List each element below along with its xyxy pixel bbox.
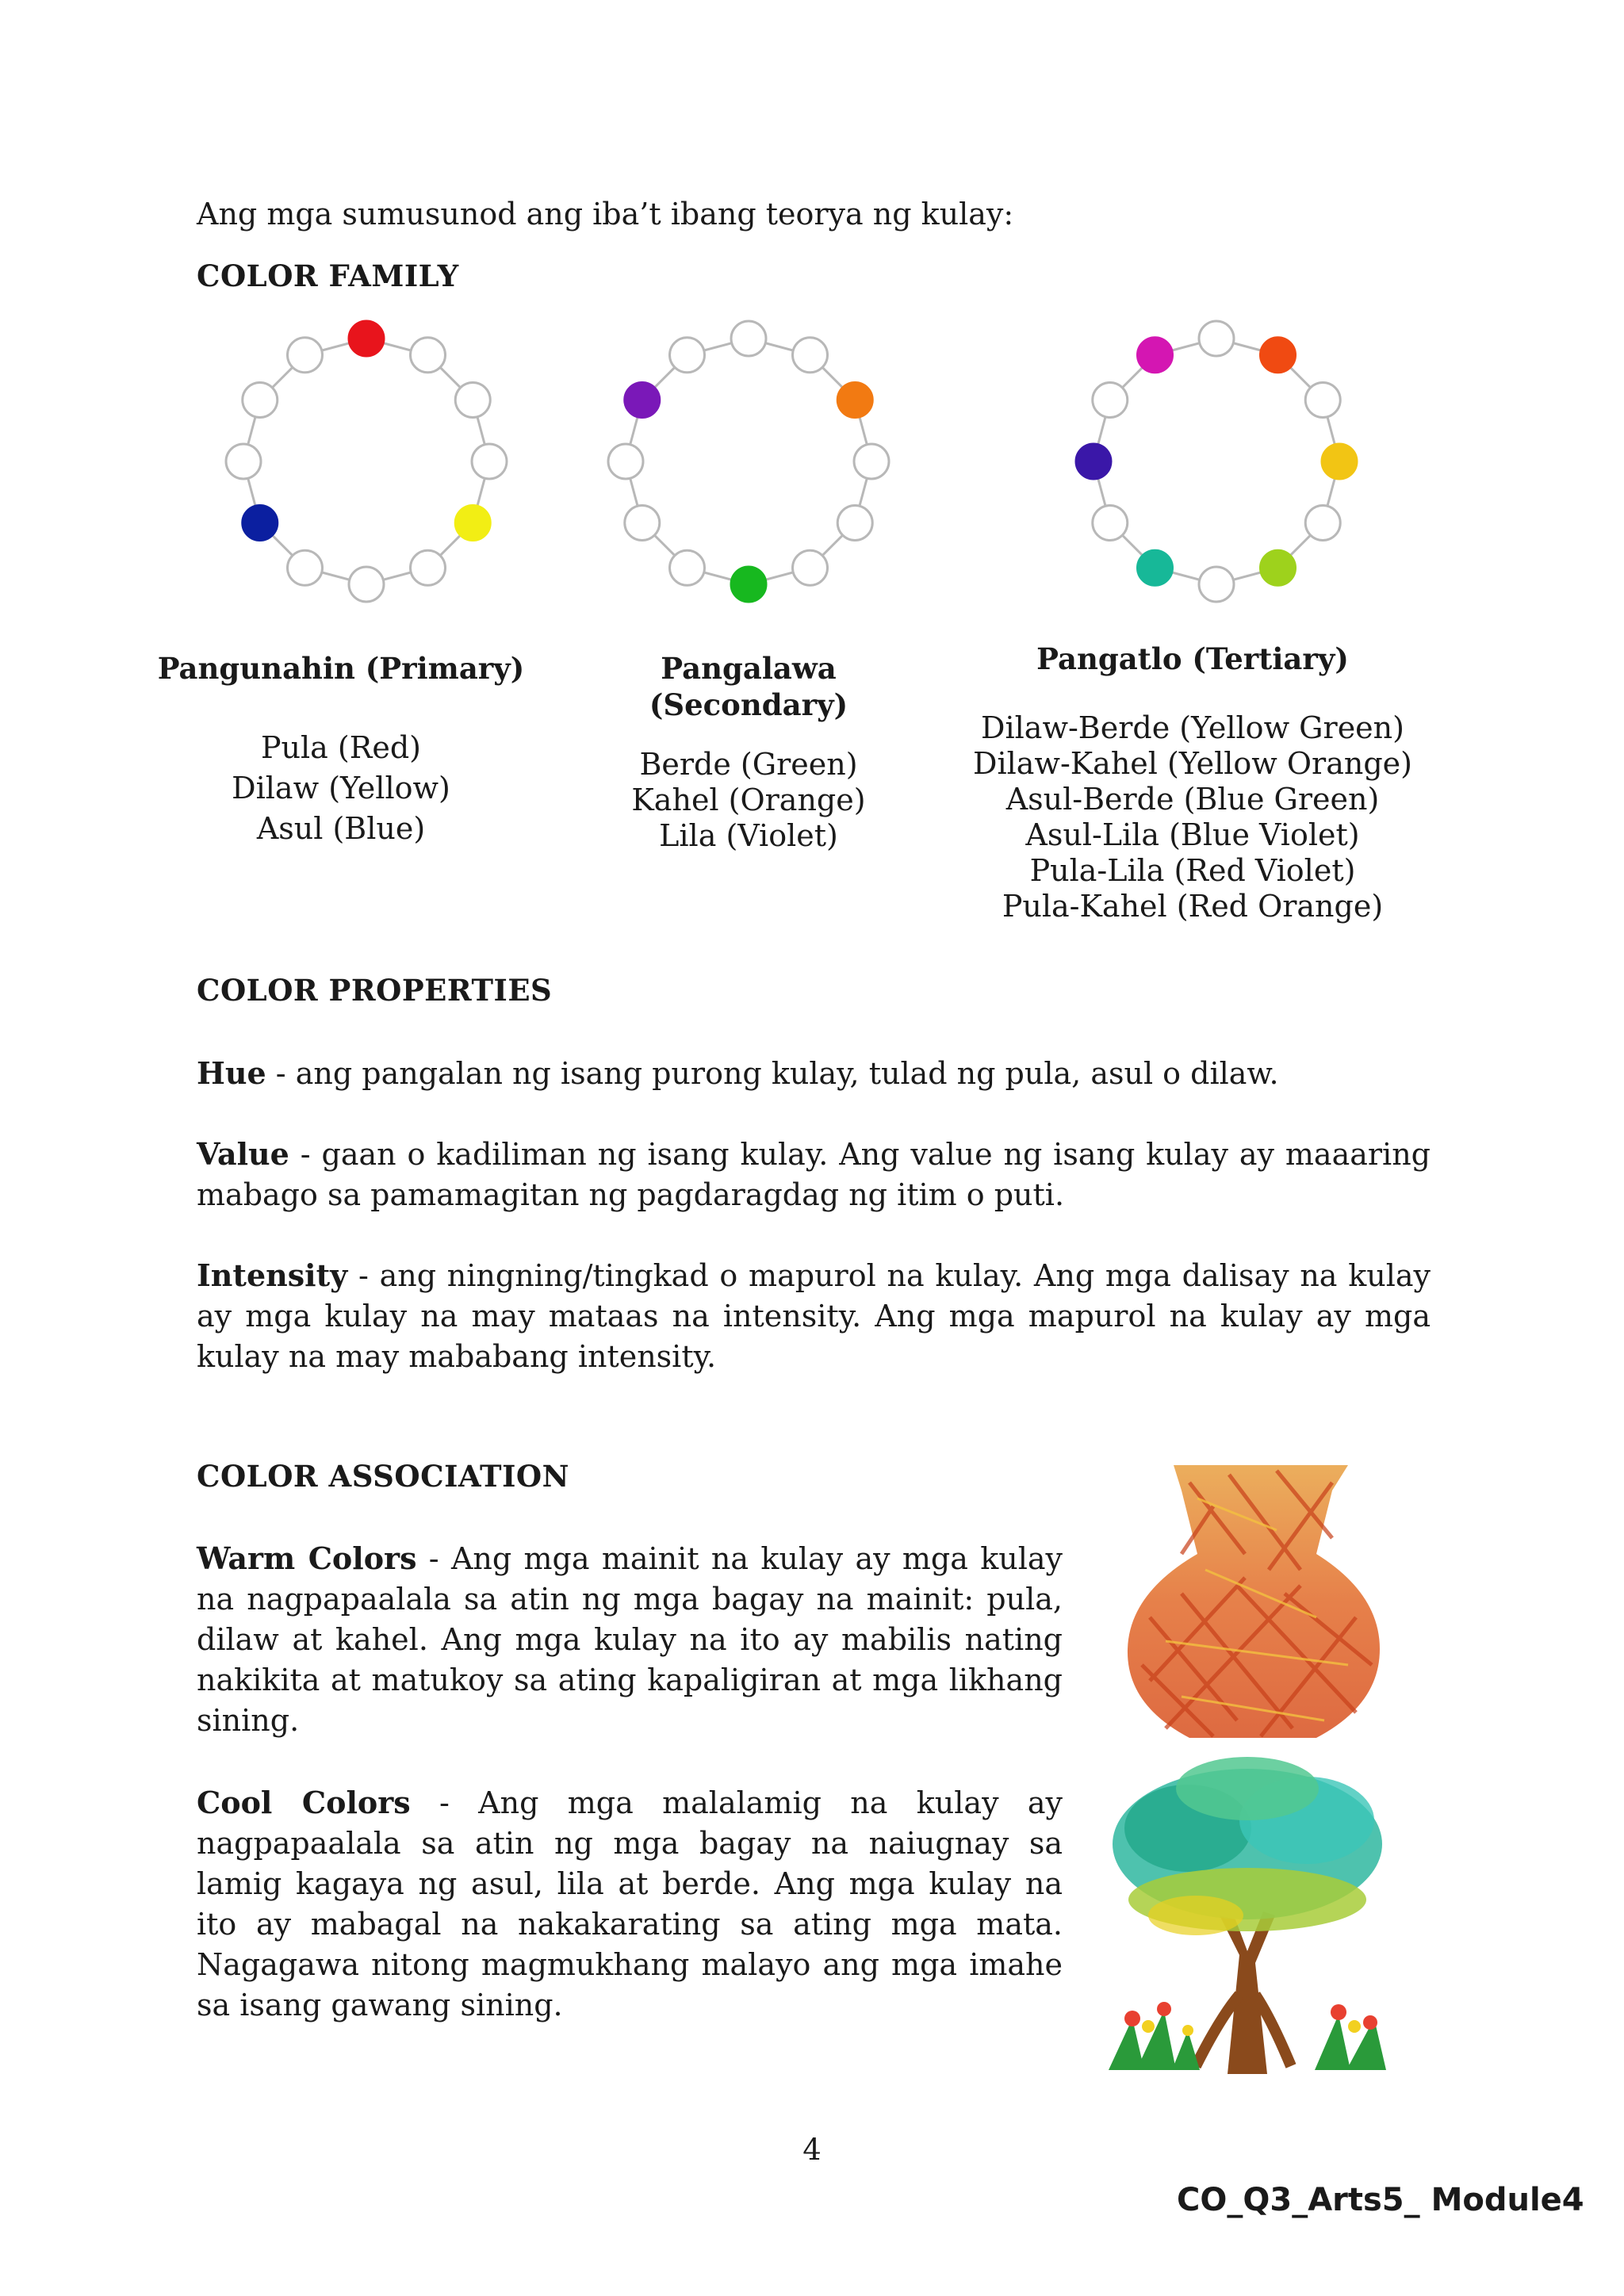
wheel-dot-empty	[1199, 567, 1234, 602]
wheel-dot-empty	[1093, 506, 1128, 541]
intensity-definition: - ang ningning/tingkad o mapurol na kulay. Ang mga dalisay na kulay ay mga kulay na may mataas na intensity. Ang mga mapurol na kulay ay mga kulay na may mababang intensity.	[197, 1258, 1431, 1374]
wheel-dot-empty	[288, 550, 323, 585]
wheel-dot-empty	[1305, 506, 1340, 541]
intensity-term: Intensity	[197, 1257, 348, 1293]
wheel-dot-empty	[243, 383, 278, 418]
wheel-dot-empty	[854, 444, 889, 479]
wheel-dot-empty	[1199, 321, 1234, 356]
wheel-dot-empty	[793, 550, 828, 585]
wheel-dot-colored	[1138, 550, 1173, 585]
wheel-dot-empty	[411, 550, 446, 585]
hue-term: Hue	[197, 1055, 266, 1091]
tertiary-item: Dilaw-Kahel (Yellow Orange)	[972, 746, 1412, 781]
wheel-connector-line	[1094, 339, 1339, 584]
wheel-dot-empty	[226, 444, 261, 479]
primary-title: Pangunahin (Primary)	[157, 651, 525, 686]
secondary-item: Lila (Violet)	[659, 818, 838, 853]
cool-colors-paragraph	[197, 1782, 1063, 2026]
wheel-dot-colored	[625, 383, 660, 418]
wheel-dot-colored	[1322, 444, 1357, 479]
secondary-color-wheel	[598, 311, 899, 612]
value-paragraph	[197, 1134, 1431, 1215]
wheel-dot-empty	[608, 444, 643, 479]
wheel-dot-colored	[1076, 444, 1111, 479]
module-code: CO_Q3_Arts5_ Module4	[1177, 2182, 1584, 2218]
wheel-dot-colored	[243, 506, 278, 541]
secondary-title-line1: Pangalawa	[661, 651, 837, 686]
color-association-heading: COLOR ASSOCIATION	[197, 1459, 569, 1494]
tertiary-color-wheel	[1066, 311, 1367, 612]
hue-paragraph	[197, 1053, 1431, 1094]
value-term: Value	[197, 1136, 289, 1172]
color-family-heading: COLOR FAMILY	[197, 258, 459, 293]
wheel-dot-empty	[670, 550, 705, 585]
tertiary-item: Pula-Kahel (Red Orange)	[1002, 889, 1384, 924]
tertiary-item: Asul-Berde (Blue Green)	[1005, 782, 1380, 817]
intro-text: Ang mga sumusunod ang iba’t ibang teorya ng kulay:	[197, 197, 1014, 232]
primary-item: Asul (Blue)	[256, 811, 426, 846]
hue-definition: - ang pangalan ng isang purong kulay, tulad ng pula, asul o dilaw.	[266, 1056, 1279, 1091]
primary-color-wheel	[216, 311, 517, 612]
secondary-title-line2: (Secondary)	[649, 687, 848, 722]
wheel-dot-empty	[288, 338, 323, 373]
wheel-dot-empty	[1305, 383, 1340, 418]
wheel-dot-empty	[625, 506, 660, 541]
wheel-dot-empty	[670, 338, 705, 373]
wheel-connector-line	[243, 339, 489, 584]
tertiary-title: Pangatlo (Tertiary)	[1036, 641, 1349, 676]
cool-colors-term: Cool Colors	[197, 1785, 411, 1820]
intensity-paragraph	[197, 1255, 1431, 1377]
secondary-column	[606, 650, 891, 854]
wheel-dot-colored	[1261, 338, 1296, 373]
secondary-item: Kahel (Orange)	[631, 783, 866, 817]
wheel-dot-colored	[731, 567, 766, 602]
wheel-dot-colored	[455, 506, 490, 541]
wheel-dot-empty	[349, 567, 384, 602]
primary-column	[151, 650, 531, 849]
tertiary-item: Pula-Lila (Red Violet)	[1029, 853, 1356, 888]
wheel-dot-empty	[411, 338, 446, 373]
cool-tree-illustration	[1101, 1757, 1394, 2074]
tertiary-item: Asul-Lila (Blue Violet)	[1025, 817, 1360, 852]
wheel-dot-colored	[349, 321, 384, 356]
warm-colors-paragraph	[197, 1538, 1063, 1741]
primary-item: Pula (Red)	[260, 730, 421, 765]
wheel-connector-line	[626, 339, 871, 584]
wheel-dot-colored	[1138, 338, 1173, 373]
page-number: 4	[802, 2133, 822, 2167]
value-definition: - gaan o kadiliman ng isang kulay. Ang value ng isang kulay ay maaaring mabago sa pamamagitan ng pagdaragdag ng itim o puti.	[197, 1137, 1431, 1212]
wheel-dot-empty	[472, 444, 507, 479]
wheel-dot-colored	[1261, 550, 1296, 585]
wheel-dot-empty	[793, 338, 828, 373]
warm-colors-term: Warm Colors	[197, 1540, 417, 1576]
color-properties-heading: COLOR PROPERTIES	[197, 973, 553, 1008]
wheel-dot-empty	[837, 506, 872, 541]
wheel-dot-empty	[455, 383, 490, 418]
wheel-dot-empty	[731, 321, 766, 356]
primary-item: Dilaw (Yellow)	[232, 771, 450, 806]
warm-colors-definition: - Ang mga mainit na kulay ay mga kulay na nagpapaalala sa atin ng mga bagay na mainit: pula, dilaw at kahel. Ang mga kulay na ito ay mabilis nating nakikita at matukoy sa ating kapaligiran at mga likhang sining.	[197, 1541, 1063, 1738]
cool-colors-definition: - Ang mga malalamig na kulay ay nagpapaalala sa atin ng mga bagay na naiugnay sa lamig kagaya ng asul, lila at berde. Ang mga kulay na ito ay mabagal na nakakarating sa ating mga mata. Nagagawa nitong magmukhang malayo ang mga imahe sa isang gawang sining.	[197, 1785, 1063, 2022]
wheel-dot-empty	[1093, 383, 1128, 418]
warm-vase-illustration	[1118, 1459, 1388, 1744]
wheel-dot-colored	[837, 383, 872, 418]
tertiary-column	[963, 641, 1423, 924]
tertiary-item: Dilaw-Berde (Yellow Green)	[981, 710, 1404, 745]
secondary-item: Berde (Green)	[639, 747, 858, 782]
